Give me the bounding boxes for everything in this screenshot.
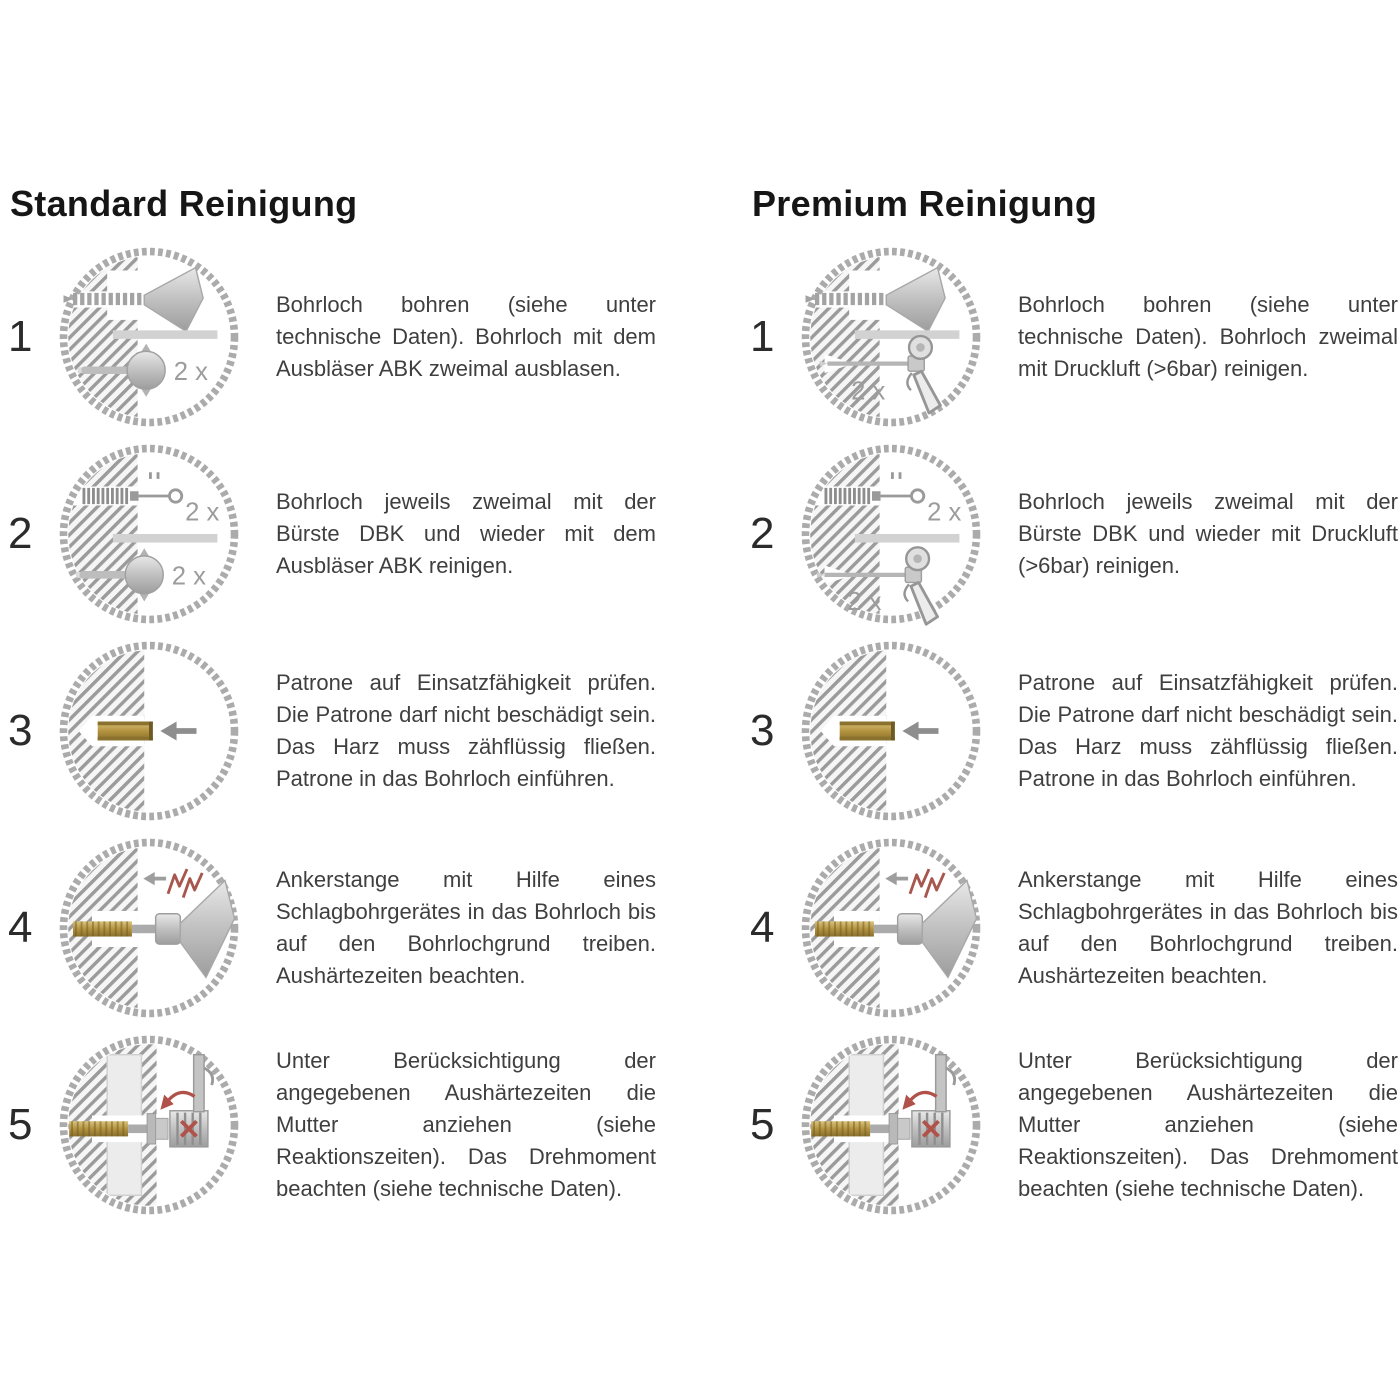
column-title-standard: Standard Reinigung <box>10 183 358 224</box>
step-text: Bohrloch bohren (siehe unter technische Daten). Bohrloch zweimal mit Druckluft (>6bar) reinigen. <box>1018 292 1398 381</box>
step-row-premium-2 <box>750 439 1398 629</box>
cartridge-insert-illustration <box>796 636 986 826</box>
column-title-premium: Premium Reinigung <box>752 183 1098 224</box>
anchor-rod-hammer-drill-icon <box>54 833 244 1023</box>
step-number: 2 <box>8 509 33 558</box>
step-row-standard-4 <box>8 833 656 1023</box>
count-label: 2 x <box>847 588 882 616</box>
brush-air-gun-icon <box>796 439 986 629</box>
step-number: 4 <box>750 903 775 952</box>
drill-air-gun-icon <box>796 242 986 432</box>
step-text: Patrone auf Einsatzfähigkeit prüfen. Die Patrone darf nicht beschädigt sein. Das Harz muss zähflüssig fließen. Patrone in das Bohrloch einführen. <box>1018 670 1398 791</box>
column-premium <box>750 183 1398 1227</box>
step-text: Patrone auf Einsatzfähigkeit prüfen. Die Patrone darf nicht beschädigt sein. Das Harz muss zähflüssig fließen. Patrone in das Bohrloch einführen. <box>276 670 656 791</box>
anchor-rod-hammer-drill-illustration <box>54 833 244 1023</box>
column-standard <box>8 183 656 1227</box>
torque-wrench-icon <box>54 1030 244 1220</box>
step-number: 2 <box>750 509 775 558</box>
step-number: 3 <box>750 706 775 755</box>
cartridge-insert-illustration <box>54 636 244 826</box>
brush-blowout-pump-icon <box>54 439 244 629</box>
step-row-premium-3 <box>750 636 1398 826</box>
step-number: 4 <box>8 903 33 952</box>
step-text: Ankerstange mit Hilfe eines Schlagbohrgerätes in das Bohrloch bis auf den Bohrlochgrund treiben. Aushärtezeiten beachten. <box>1018 867 1398 988</box>
brush-and-blowout-pump-illustration <box>54 439 244 629</box>
step-text: Ankerstange mit Hilfe eines Schlagbohrgerätes in das Bohrloch bis auf den Bohrlochgrund treiben. Aushärtezeiten beachten. <box>276 867 656 988</box>
drill-blowout-pump-icon <box>54 242 244 432</box>
tighten-nut-torque-wrench-illustration <box>54 1030 244 1220</box>
count-label: 2 x <box>851 377 886 406</box>
anchor-rod-hammer-drill-icon <box>796 833 986 1023</box>
step-text: Bohrloch jeweils zweimal mit der Bürste DBK und wieder mit dem Ausbläser ABK reinigen. <box>276 489 656 578</box>
cartridge-insert-icon <box>796 636 986 826</box>
step-row-premium-1 <box>750 242 1398 432</box>
step-number: 1 <box>8 312 33 361</box>
step-text: Unter Berücksichtigung der angegebenen Aushärtezeiten die Mutter anziehen (siehe Reaktionszeiten). Das Drehmoment beachten (siehe technische Daten). <box>276 1048 656 1201</box>
step-text: Unter Berücksichtigung der angegebenen Aushärtezeiten die Mutter anziehen (siehe Reaktionszeiten). Das Drehmoment beachten (siehe technische Daten). <box>1018 1048 1398 1201</box>
step-row-premium-4 <box>750 833 1398 1023</box>
step-number: 5 <box>8 1100 33 1149</box>
drill-and-blowout-pump-illustration <box>54 242 244 432</box>
anchor-rod-hammer-drill-illustration <box>796 833 986 1023</box>
count-label: 2 x <box>185 498 220 527</box>
count-label: 2 x <box>173 357 208 386</box>
step-row-standard-3 <box>8 636 656 826</box>
step-number: 5 <box>750 1100 775 1149</box>
step-number: 1 <box>750 312 775 361</box>
step-row-premium-5 <box>750 1030 1398 1220</box>
tighten-nut-torque-wrench-illustration <box>796 1030 986 1220</box>
cartridge-insert-icon <box>54 636 244 826</box>
count-label: 2 x <box>171 562 207 591</box>
step-row-standard-5 <box>8 1030 656 1220</box>
step-text: Bohrloch jeweils zweimal mit der Bürste DBK und wieder mit Druckluft (>6bar) reinigen. <box>1018 489 1398 578</box>
step-text: Bohrloch bohren (siehe unter technische Daten). Bohrloch mit dem Ausbläser ABK zweimal ausblasen. <box>276 292 656 381</box>
drill-and-air-gun-illustration <box>796 242 986 432</box>
brush-and-air-gun-illustration <box>796 439 986 629</box>
count-label: 2 x <box>927 498 962 527</box>
torque-wrench-icon <box>796 1030 986 1220</box>
step-row-standard-2 <box>8 439 656 629</box>
step-number: 3 <box>8 706 33 755</box>
step-row-standard-1 <box>8 242 656 432</box>
